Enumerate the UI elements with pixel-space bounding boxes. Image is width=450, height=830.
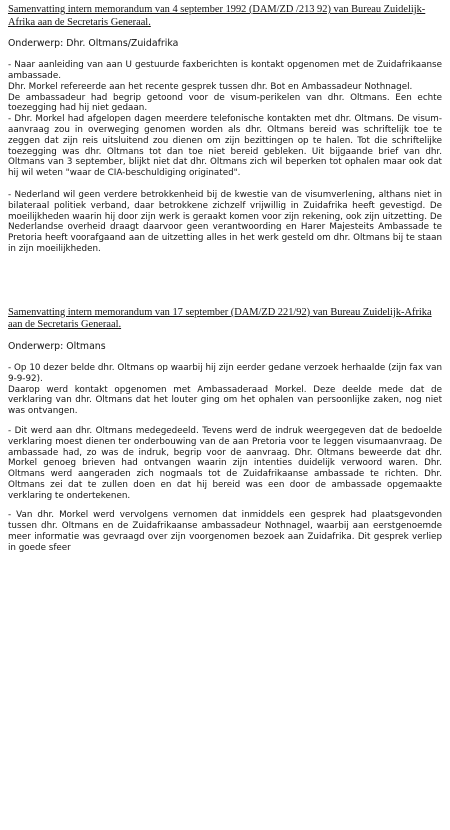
memo-2-paragraph: - Op 10 dezer belde dhr. Oltmans op waarbij hij zijn eerder gedane verzoek herhaalde (zijn fax van 9-9-92). (8, 362, 442, 384)
memo-section-1 (8, 4, 442, 255)
memo-1-paragraph: De ambassadeur had begrip getoond voor de visum-perikelen van dhr. Oltmans. Een echte toezegging had hij niet gedaan. (8, 92, 442, 114)
memo-2-paragraph: - Dit werd aan dhr. Oltmans medegedeeld. Tevens werd de indruk weergegeven dat de bedoelde verklaring moest dienen ter onderbouwing van de aan Pretoria voor te leggen visumaanvraag. De ambassade had, zo was de indruk, begrip voor de aanvraag. Dhr. Oltmans beweerde dat dhr. Morkel genoeg brieven had ontvangen waarin zijn intenties duidelijk verwoord waren. Dhr. Oltmans werd aangeraden zich nogmaals tot de Zuidafrikaanse ambassade te richten. Dhr. Oltmans zei dat te zullen doen en dat hij bereid was een door de ambassade opgemaakte verklaring te ondertekenen. (8, 425, 442, 501)
memo-1-paragraph: Dhr. Morkel refereerde aan het recente gesprek tussen dhr. Bot en Ambassadeur Nothnagel. (8, 81, 413, 92)
memo-2-paragraph: Daarop werd kontakt opgenomen met Ambassaderaad Morkel. Deze deelde mede dat de verklaring van dhr. Oltmans dat het louter ging om het ophalen van persoonlijke zaken, nog niet was ontvangen. (8, 384, 442, 417)
paragraph-spacer (8, 179, 442, 190)
memo-1-paragraph: - Nederland wil geen verdere betrokkenheid bij de kwestie van de visumverlening, althans niet in bilateraal politiek verband, daar betrokkene zichzelf vrijwillig in Zuidafrika heeft gevestigd. De moeilijkheden waarin hij door zijn werk is geraakt komen voor zijn rekening, ook zijn uitzetting. De Nederlandse overheid draagt daarvoor geen verantwoording en Harer Majesteits Ambassade te Pretoria heeft voorafgaand aan de uitzetting alles in het werk gesteld om dhr. Oltmans bij te staan in zijn moeilijkheden. (8, 189, 442, 254)
section-spacer (8, 255, 442, 307)
memo-2-heading: Samenvatting intern memorandum van 17 september (DAM/ZD 221/92) van Bureau Zuidelijk-Afrika aan de Secretaris Generaal. (8, 306, 432, 331)
memo-2-paragraph: - Van dhr. Morkel werd vervolgens vernomen dat inmiddels een gesprek had plaatsgevonden tussen dhr. Oltmans en de Zuidafrikaanse ambassadeur Nothnagel, waarbij aan eerstgenoemde meer informatie was gevraagd over zijn voorgenomen bezoek aan Zuidafrika. Dit gesprek verliep in goede sfeer (8, 510, 442, 553)
memo-1-subject: Onderwerp: Dhr. Oltmans/Zuidafrika (8, 38, 179, 50)
memo-1-paragraph: - Dhr. Morkel had afgelopen dagen meerdere telefonische kontakten met dhr. Oltmans. De visum-aanvraag zou in overweging genomen worden als dhr. Oltmans bereid was schriftelijk toe te zeggen dat zijn reis uitsluitend zou dienen om zijn bezittingen op te halen. Tot die schriftelijke toezegging was dhr. Oltmans tot dan toe niet bereid gebleken. Uit bijgaande brief van dhr. Oltmans van 3 september, blijkt niet dat dhr. Oltmans zich wil beperken tot ophalen maar ook dat hij wil weten "waar de CIA-beschuldiging originated". (8, 114, 442, 179)
memo-1-heading: Samenvatting intern memorandum van 4 september 1992 (DAM/ZD /213 92) van Bureau Zuidelijk-Afrika aan de Secretaris Generaal. (8, 4, 426, 28)
memo-1-paragraph: - Naar aanleiding van aan U gestuurde faxberichten is kontakt opgenomen met de Zuidafrikaanse ambassade. (8, 60, 442, 81)
paragraph-spacer (8, 417, 442, 426)
memo-section-2 (8, 307, 442, 554)
memo-2-subject: Onderwerp: Oltmans (8, 340, 106, 352)
paragraph-spacer (8, 501, 442, 510)
